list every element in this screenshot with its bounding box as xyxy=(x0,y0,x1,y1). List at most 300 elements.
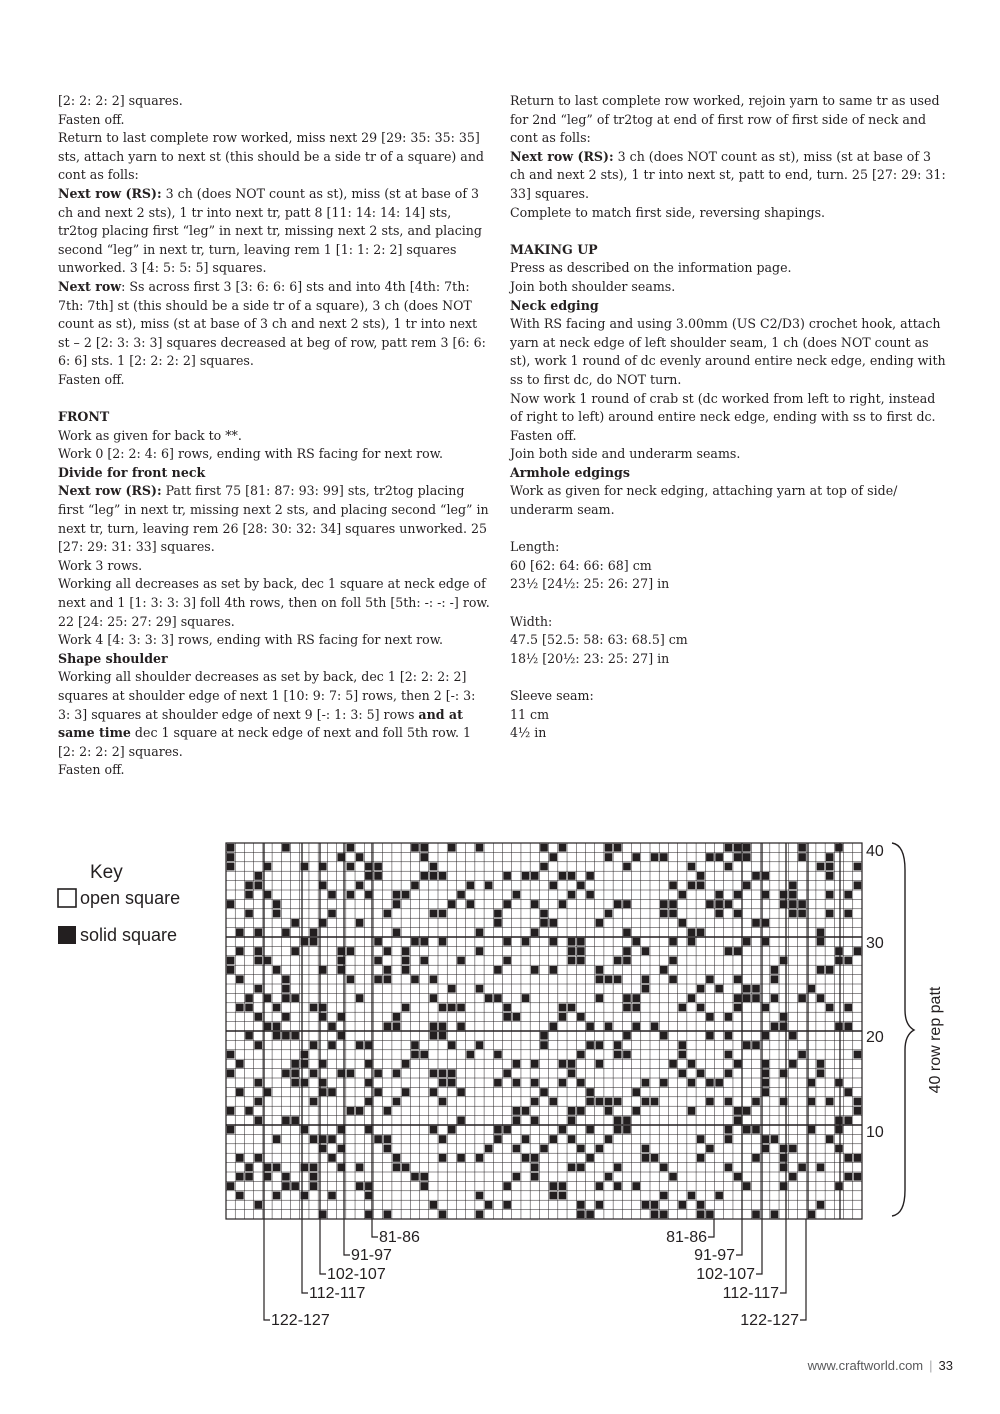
solid-square xyxy=(605,975,613,983)
solid-square xyxy=(411,1051,419,1059)
solid-square xyxy=(632,1088,640,1096)
solid-square xyxy=(236,975,244,983)
solid-square xyxy=(568,1060,576,1068)
solid-square xyxy=(420,938,428,946)
solid-square xyxy=(559,1192,567,1200)
solid-square xyxy=(310,1182,318,1190)
solid-square xyxy=(734,947,742,955)
solid-square xyxy=(310,1098,318,1106)
solid-square xyxy=(301,1126,309,1134)
solid-square xyxy=(614,1098,622,1106)
solid-square xyxy=(310,1069,318,1077)
paragraph xyxy=(58,668,490,761)
solid-square xyxy=(586,1022,594,1030)
solid-square xyxy=(826,863,834,871)
solid-square xyxy=(513,1107,521,1115)
paragraph: Return to last complete row worked, miss next 29 [29: 35: 35: 35] sts, attach yarn to next st (this should be a side tr of a square) and cont as folls: xyxy=(58,130,484,183)
solid-square xyxy=(245,1107,253,1115)
grid-frame xyxy=(226,843,862,1219)
solid-square xyxy=(513,1173,521,1181)
solid-square xyxy=(826,891,834,899)
solid-square xyxy=(448,1004,456,1012)
solid-square xyxy=(494,1126,502,1134)
solid-square xyxy=(669,900,677,908)
solid-square xyxy=(549,1022,557,1030)
solid-square xyxy=(808,985,816,993)
solid-square xyxy=(448,1041,456,1049)
paragraph: Press as described on the information page. xyxy=(510,260,792,276)
solid-square xyxy=(457,1022,465,1030)
solid-square xyxy=(605,844,613,852)
solid-square xyxy=(337,853,345,861)
solid-square xyxy=(227,900,235,908)
solid-square xyxy=(337,966,345,974)
solid-square xyxy=(513,1060,521,1068)
solid-square xyxy=(835,1182,843,1190)
solid-square xyxy=(411,938,419,946)
solid-square xyxy=(715,910,723,918)
solid-square xyxy=(771,1022,779,1030)
size-label-right: 102-107 xyxy=(696,1266,755,1283)
solid-square xyxy=(596,966,604,974)
solid-square xyxy=(273,1032,281,1040)
paragraph: Work 3 rows. xyxy=(58,557,143,573)
solid-square xyxy=(734,844,742,852)
solid-square xyxy=(466,881,474,889)
solid-square xyxy=(651,1154,659,1162)
solid-square xyxy=(347,947,355,955)
solid-square xyxy=(420,957,428,965)
solid-square xyxy=(531,928,539,936)
solid-square xyxy=(549,1098,557,1106)
measurement-value: 47.5 [52.5: 58: 63: 68.5] cm xyxy=(510,632,688,648)
solid-square xyxy=(789,910,797,918)
chart-key xyxy=(58,862,180,945)
solid-square xyxy=(725,863,733,871)
solid-square xyxy=(632,1107,640,1115)
solid-square xyxy=(393,1069,401,1077)
solid-square xyxy=(632,994,640,1002)
solid-square xyxy=(688,863,696,871)
solid-square xyxy=(780,1013,788,1021)
solid-square xyxy=(752,1210,760,1218)
solid-square xyxy=(476,1041,484,1049)
page-number: 33 xyxy=(938,1358,953,1373)
solid-square xyxy=(844,1088,852,1096)
solid-square xyxy=(319,1013,327,1021)
solid-square xyxy=(402,1088,410,1096)
solid-square xyxy=(264,1173,272,1181)
solid-square xyxy=(466,900,474,908)
solid-square xyxy=(577,1013,585,1021)
solid-square xyxy=(835,1145,843,1153)
solid-square xyxy=(688,994,696,1002)
paragraph xyxy=(58,482,490,556)
solid-square xyxy=(402,891,410,899)
solid-square xyxy=(448,1079,456,1087)
solid-square xyxy=(854,947,862,955)
solid-square xyxy=(780,1154,788,1162)
solid-square xyxy=(393,900,401,908)
solid-square xyxy=(485,881,493,889)
solid-square xyxy=(596,994,604,1002)
solid-square xyxy=(798,1163,806,1171)
solid-square xyxy=(356,1041,364,1049)
solid-square xyxy=(328,1022,336,1030)
solid-square xyxy=(485,1201,493,1209)
solid-square xyxy=(596,1145,604,1153)
solid-square xyxy=(264,891,272,899)
footer-separator: | xyxy=(929,1358,933,1373)
solid-square xyxy=(623,863,631,871)
solid-square xyxy=(494,1135,502,1143)
solid-square xyxy=(254,1201,262,1209)
solid-square xyxy=(734,1060,742,1068)
solid-square xyxy=(651,853,659,861)
solid-square xyxy=(245,881,253,889)
solid-square xyxy=(522,1107,530,1115)
row-label-20: 20 xyxy=(866,1029,884,1046)
solid-square xyxy=(282,975,290,983)
solid-square xyxy=(282,844,290,852)
solid-square xyxy=(725,1163,733,1171)
solid-square xyxy=(365,1060,373,1068)
solid-square xyxy=(808,1098,816,1106)
size-leader-line xyxy=(800,1219,806,1320)
solid-square xyxy=(697,1004,705,1012)
solid-square xyxy=(596,1098,604,1106)
solid-square xyxy=(835,957,843,965)
solid-square xyxy=(688,1060,696,1068)
solid-square xyxy=(245,891,253,899)
measurement-value: 60 [62: 64: 66: 68] cm xyxy=(510,557,652,573)
solid-square xyxy=(494,919,502,927)
solid-square xyxy=(227,1126,235,1134)
solid-square xyxy=(476,844,484,852)
solid-square xyxy=(503,900,511,908)
solid-square xyxy=(273,1022,281,1030)
solid-square xyxy=(660,1210,668,1218)
solid-square xyxy=(688,1107,696,1115)
solid-square xyxy=(439,1069,447,1077)
solid-square xyxy=(568,1004,576,1012)
solid-square xyxy=(273,910,281,918)
paragraph: Work 0 [2: 2: 4: 6] rows, ending with RS facing for next row. xyxy=(58,446,444,462)
solid-square xyxy=(420,844,428,852)
solid-square xyxy=(319,1004,327,1012)
solid-square xyxy=(310,1163,318,1171)
solid-square xyxy=(384,947,392,955)
solid-square xyxy=(420,872,428,880)
solid-square xyxy=(725,900,733,908)
solid-square xyxy=(365,1182,373,1190)
solid-square xyxy=(264,863,272,871)
solid-square xyxy=(752,994,760,1002)
solid-square xyxy=(513,891,521,899)
solid-square xyxy=(254,1154,262,1162)
size-label-left: 112-117 xyxy=(309,1285,366,1302)
solid-square xyxy=(706,900,714,908)
solid-square xyxy=(282,1013,290,1021)
solid-square xyxy=(393,1013,401,1021)
solid-square xyxy=(678,1051,686,1059)
subheading-neck-edging: Neck edging xyxy=(510,297,599,313)
row-instruction: : Ss across first 3 [3: 6: 6: 6] sts and into 4th [4th: 7th: 7th: 7th] st (this should be a side tr of a square), 3 ch (does NOT count as st), miss (st at base of 3 ch and next 2 sts), 1 tr into next st – 2 [2: 3: 3: 3] squares decreased at beg of row, patt rem 3 [6: 6: 6: 6] sts. 1 [2: 2: 2: 2] squares. xyxy=(58,278,486,369)
solid-square xyxy=(697,1210,705,1218)
solid-square xyxy=(476,1192,484,1200)
solid-square xyxy=(614,900,622,908)
solid-square xyxy=(660,910,668,918)
solid-square xyxy=(743,1041,751,1049)
solid-square xyxy=(808,1126,816,1134)
solid-square xyxy=(854,1098,862,1106)
solid-square xyxy=(522,994,530,1002)
solid-square xyxy=(254,947,262,955)
solid-square xyxy=(725,1069,733,1077)
solid-square xyxy=(734,891,742,899)
solid-square xyxy=(642,1201,650,1209)
solid-square xyxy=(688,881,696,889)
solid-square xyxy=(844,1154,852,1162)
solid-square xyxy=(632,938,640,946)
solid-square xyxy=(457,891,465,899)
chart-labels xyxy=(866,843,944,1216)
repeat-brace xyxy=(892,843,914,1216)
solid-square xyxy=(430,910,438,918)
solid-square xyxy=(384,966,392,974)
repeat-label: 40 row rep patt xyxy=(927,986,944,1094)
size-markers xyxy=(264,1219,806,1329)
solid-square xyxy=(264,1088,272,1096)
solid-square xyxy=(503,1126,511,1134)
instruction-text: dec 1 square at neck edge of next and foll 5th row. 1 [2: 2: 2: 2] squares. xyxy=(58,725,472,759)
solid-square xyxy=(236,947,244,955)
solid-square xyxy=(559,1013,567,1021)
solid-square xyxy=(549,853,557,861)
solid-square xyxy=(660,1192,668,1200)
solid-square xyxy=(761,1004,769,1012)
solid-square xyxy=(614,1051,622,1059)
solid-square xyxy=(789,1032,797,1040)
solid-square xyxy=(808,1079,816,1087)
solid-square xyxy=(531,1098,539,1106)
solid-square xyxy=(706,1098,714,1106)
solid-square xyxy=(623,1032,631,1040)
solid-square xyxy=(328,1088,336,1096)
solid-square xyxy=(798,900,806,908)
solid-square xyxy=(337,947,345,955)
solid-square xyxy=(540,919,548,927)
solid-square xyxy=(503,872,511,880)
solid-square xyxy=(522,938,530,946)
solid-square xyxy=(264,957,272,965)
solid-square xyxy=(605,853,613,861)
measurement-label-length: Length: xyxy=(510,539,560,555)
solid-square xyxy=(568,1163,576,1171)
solid-square xyxy=(706,1032,714,1040)
solid-square xyxy=(439,1022,447,1030)
solid-square xyxy=(660,1079,668,1087)
open-square-swatch xyxy=(58,889,76,907)
solid-square xyxy=(347,844,355,852)
solid-square xyxy=(402,957,410,965)
solid-square xyxy=(282,1032,290,1040)
solid-square xyxy=(752,1126,760,1134)
solid-square xyxy=(678,1004,686,1012)
solid-square xyxy=(697,872,705,880)
solid-square xyxy=(734,1004,742,1012)
solid-square xyxy=(697,1135,705,1143)
solid-square xyxy=(715,985,723,993)
solid-square xyxy=(420,853,428,861)
solid-square xyxy=(457,1154,465,1162)
solid-square xyxy=(254,1098,262,1106)
solid-square xyxy=(623,900,631,908)
solid-square xyxy=(282,1069,290,1077)
solid-square xyxy=(642,985,650,993)
solid-square xyxy=(623,1004,631,1012)
solid-square xyxy=(291,919,299,927)
solid-square xyxy=(789,881,797,889)
size-leader-line xyxy=(344,1219,350,1255)
solid-square xyxy=(743,853,751,861)
solid-square xyxy=(503,1013,511,1021)
solid-square xyxy=(328,910,336,918)
solid-square xyxy=(835,844,843,852)
solid-square xyxy=(337,1069,345,1077)
solid-square xyxy=(254,985,262,993)
solid-square xyxy=(365,891,373,899)
size-label-left: 91-97 xyxy=(351,1247,392,1264)
solid-square xyxy=(614,1126,622,1134)
paragraph: Work as given for neck edging, attaching yarn at top of side/ underarm seam. xyxy=(510,483,898,518)
solid-square xyxy=(365,1126,373,1134)
solid-square xyxy=(559,844,567,852)
solid-square xyxy=(752,1154,760,1162)
solid-square xyxy=(623,1126,631,1134)
solid-square xyxy=(522,1154,530,1162)
solid-square xyxy=(549,1135,557,1143)
right-text-column xyxy=(510,92,950,743)
solid-square xyxy=(743,994,751,1002)
solid-square xyxy=(384,1145,392,1153)
chart-grid xyxy=(226,843,862,1219)
solid-square xyxy=(540,910,548,918)
solid-square xyxy=(734,853,742,861)
solid-square xyxy=(439,1004,447,1012)
solid-square xyxy=(568,1116,576,1124)
solid-square xyxy=(273,900,281,908)
solid-square xyxy=(319,1210,327,1218)
solid-square xyxy=(780,891,788,899)
solid-square xyxy=(374,1135,382,1143)
solid-square xyxy=(439,910,447,918)
solid-square xyxy=(476,985,484,993)
solid-square xyxy=(734,1116,742,1124)
solid-square xyxy=(291,1182,299,1190)
solid-square xyxy=(771,1135,779,1143)
solid-square xyxy=(531,1173,539,1181)
solid-square xyxy=(319,1088,327,1096)
solid-square xyxy=(328,1154,336,1162)
solid-square xyxy=(577,1201,585,1209)
solid-square xyxy=(374,938,382,946)
solid-square xyxy=(669,1060,677,1068)
solid-square xyxy=(577,1145,585,1153)
solid-square xyxy=(725,844,733,852)
solid-square xyxy=(586,1126,594,1134)
solid-square xyxy=(697,1201,705,1209)
solid-square xyxy=(660,853,668,861)
measurement-label-sleeve: Sleeve seam: xyxy=(510,688,594,703)
solid-square xyxy=(402,947,410,955)
solid-square xyxy=(660,966,668,974)
solid-square xyxy=(411,1041,419,1049)
solid-square xyxy=(660,1163,668,1171)
solid-square xyxy=(356,994,364,1002)
solid-square xyxy=(752,872,760,880)
solid-square xyxy=(725,1032,733,1040)
solid-square xyxy=(826,966,834,974)
paragraph: Return to last complete row worked, rejoin yarn to same tr as used for 2nd “leg” of tr2tog at end of first row of first side of neck and cont as folls: xyxy=(510,93,940,146)
solid-square xyxy=(337,957,345,965)
solid-square xyxy=(688,1192,696,1200)
size-label-left: 102-107 xyxy=(327,1266,386,1283)
solid-square xyxy=(559,872,567,880)
paragraph: Fasten off. xyxy=(58,111,125,127)
solid-square xyxy=(780,957,788,965)
solid-square xyxy=(393,928,401,936)
solid-square xyxy=(540,844,548,852)
solid-square xyxy=(798,844,806,852)
solid-square xyxy=(752,1098,760,1106)
solid-square xyxy=(734,994,742,1002)
solid-square xyxy=(227,1051,235,1059)
solid-square xyxy=(457,1004,465,1012)
solid-square xyxy=(577,938,585,946)
solid-square xyxy=(347,891,355,899)
solid-square xyxy=(623,1051,631,1059)
solid-square xyxy=(476,1210,484,1218)
solid-square xyxy=(761,1060,769,1068)
solid-square xyxy=(725,1098,733,1106)
footer-site: www.craftworld.com xyxy=(807,1358,924,1373)
solid-square xyxy=(384,1210,392,1218)
solid-square xyxy=(826,1135,834,1143)
solid-square xyxy=(577,947,585,955)
row-label: Next row (RS): xyxy=(58,483,162,499)
solid-square xyxy=(780,1145,788,1153)
paragraph: Working all decreases as set by back, dec 1 square at neck edge of next and 1 [1: 3: 3: 3] foll 4th rows, then on foll 5th [5th: -: -: -] row. 22 [24: 25: 27: 29] squares. xyxy=(58,576,490,629)
row-label: Next row (RS): xyxy=(510,148,614,164)
solid-square xyxy=(254,872,262,880)
solid-square xyxy=(660,900,668,908)
solid-square xyxy=(291,1032,299,1040)
solid-square xyxy=(715,1192,723,1200)
solid-square xyxy=(632,1004,640,1012)
solid-square xyxy=(374,1069,382,1077)
solid-square xyxy=(365,1098,373,1106)
solid-square xyxy=(319,1060,327,1068)
solid-square xyxy=(310,1041,318,1049)
solid-square xyxy=(310,938,318,946)
solid-square xyxy=(577,1107,585,1115)
solid-square xyxy=(651,1210,659,1218)
solid-square xyxy=(715,891,723,899)
solid-square xyxy=(725,1126,733,1134)
instruction-text: Working all shoulder decreases as set by back, dec 1 [2: 2: 2: 2] squares at shoulder edge of next 1 [10: 9: 7: 5] rows, then 2 [-: 3: 3: 3] squares at shoulder edge of next 9 [-: 1: 3: 5] rows xyxy=(58,669,476,722)
measurement-label-width: Width: xyxy=(510,613,553,629)
